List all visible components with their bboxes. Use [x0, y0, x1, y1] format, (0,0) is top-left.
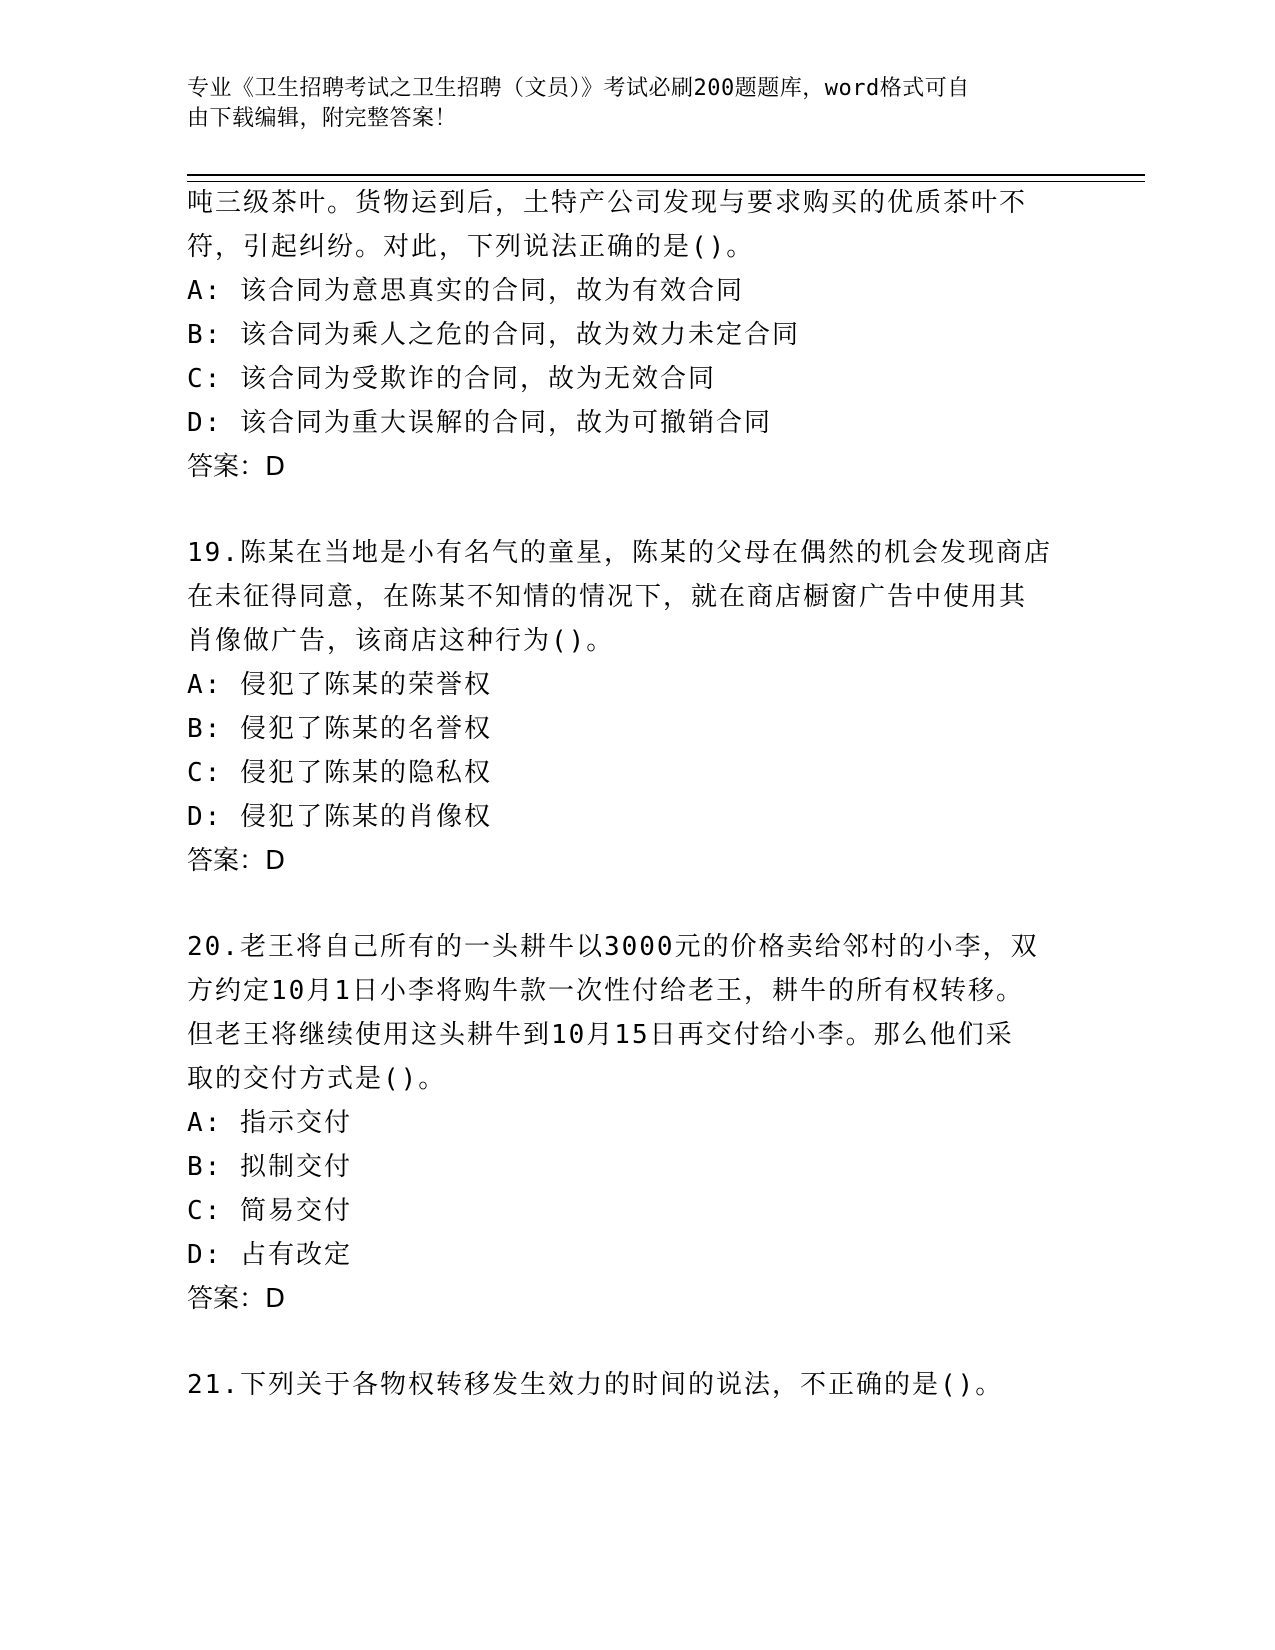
q18-stem-line-2: 符，引起纠纷。对此，下列说法正确的是()。	[187, 232, 755, 262]
q18-option-c: C: 该合同为受欺诈的合同，故为无效合同	[187, 364, 716, 394]
q19-stem-line-2: 在未征得同意，在陈某不知情的情况下，就在商店橱窗广告中使用其	[187, 582, 1028, 612]
q20-option-d: D: 占有改定	[187, 1240, 352, 1270]
header-divider-thick	[187, 174, 1145, 176]
q19-option-c: C: 侵犯了陈某的隐私权	[187, 758, 492, 788]
q18-option-a: A: 该合同为意思真实的合同，故为有效合同	[187, 276, 744, 306]
q20-stem-line-4: 取的交付方式是()。	[187, 1064, 447, 1094]
q19-option-a: A: 侵犯了陈某的荣誉权	[187, 670, 492, 700]
header-title-line-1: 专业《卫生招聘考试之卫生招聘（文员）》考试必刷200题题库，word格式可自	[187, 76, 970, 101]
document-header	[187, 74, 1087, 134]
q21-stem-line-1: 21.下列关于各物权转移发生效力的时间的说法，不正确的是()。	[187, 1370, 1004, 1400]
q20-stem-line-1: 20.老王将自己所有的一头耕牛以3000元的价格卖给邻村的小李，双	[187, 932, 1039, 962]
q18-stem-line-1: 吨三级茶叶。货物运到后，土特产公司发现与要求购买的优质茶叶不	[187, 188, 1028, 218]
q19-answer: 答案：D	[187, 846, 286, 876]
header-divider-thin	[187, 181, 1145, 182]
q20-option-a: A: 指示交付	[187, 1108, 352, 1138]
q20-option-c: C: 简易交付	[187, 1196, 352, 1226]
q20-stem-line-3: 但老王将继续使用这头耕牛到10月15日再交付给小李。那么他们采	[187, 1020, 1014, 1050]
q20-stem-line-2: 方约定10月1日小李将购牛款一次性付给老王，耕牛的所有权转移。	[187, 976, 1024, 1006]
q20-option-b: B: 拟制交付	[187, 1152, 352, 1182]
q19-option-d: D: 侵犯了陈某的肖像权	[187, 802, 492, 832]
q18-answer: 答案：D	[187, 452, 286, 482]
q18-option-b: B: 该合同为乘人之危的合同，故为效力未定合同	[187, 320, 800, 350]
q19-stem-line-3: 肖像做广告，该商店这种行为()。	[187, 626, 615, 656]
q20-answer: 答案：D	[187, 1284, 286, 1314]
q19-stem-line-1: 19.陈某在当地是小有名气的童星，陈某的父母在偶然的机会发现商店	[187, 538, 1052, 568]
q19-option-b: B: 侵犯了陈某的名誉权	[187, 714, 492, 744]
header-title-line-2: 由下载编辑，附完整答案！	[187, 106, 458, 131]
q18-option-d: D: 该合同为重大误解的合同，故为可撤销合同	[187, 408, 772, 438]
